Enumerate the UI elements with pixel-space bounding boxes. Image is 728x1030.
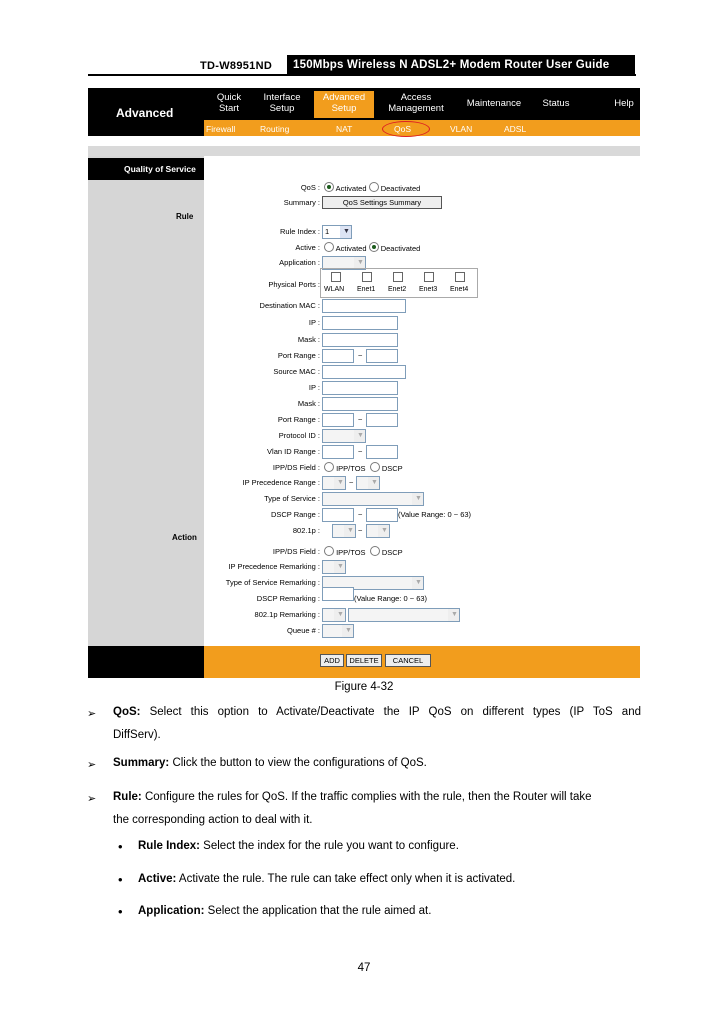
ipds-dscp-radio[interactable] bbox=[370, 462, 380, 472]
chevron-down-icon: ▼ bbox=[334, 477, 345, 489]
chevron-down-icon: ▼ bbox=[378, 525, 389, 537]
ipds-field-label: IPP/DS Field : bbox=[272, 463, 320, 472]
subnav-firewall[interactable]: Firewall bbox=[206, 124, 236, 134]
nav-maintenance[interactable]: Maintenance bbox=[466, 98, 522, 109]
add-button[interactable]: ADD bbox=[320, 654, 344, 667]
protocol-id-label: Protocol ID : bbox=[278, 431, 320, 440]
subnav-vlan[interactable]: VLAN bbox=[450, 124, 473, 134]
page-number: 47 bbox=[357, 962, 371, 974]
chevron-down-icon: ▼ bbox=[354, 430, 365, 442]
destination-port-start-input[interactable] bbox=[322, 349, 354, 363]
active-deactivated-radio[interactable] bbox=[369, 242, 379, 252]
action-iptos-radio[interactable] bbox=[324, 546, 334, 556]
source-mask-input[interactable] bbox=[322, 397, 398, 411]
header-model: TD-W8951ND bbox=[200, 60, 273, 72]
item-rule-cont: the corresponding action to deal with it. bbox=[113, 814, 313, 826]
qos-label: QoS : bbox=[300, 183, 320, 192]
source-mask-label: Mask : bbox=[297, 399, 320, 408]
port-enet1-label: Enet1 bbox=[357, 286, 376, 293]
dscp-remarking-value-range: (Value Range: 0 ~ 63) bbox=[354, 594, 428, 603]
footer-left bbox=[88, 646, 204, 678]
dot1p-remarking-label: 802.1p Remarking : bbox=[254, 610, 320, 619]
dscp-remarking-label: DSCP Remarking : bbox=[256, 594, 320, 603]
ip-precedence-start-select[interactable] bbox=[322, 476, 346, 490]
ip-precedence-tilde: ~ bbox=[349, 478, 354, 487]
router-screenshot bbox=[88, 88, 640, 678]
subnav-routing[interactable]: Routing bbox=[260, 124, 290, 134]
port-enet2-checkbox[interactable] bbox=[393, 272, 403, 282]
chevron-down-icon: ▼ bbox=[344, 525, 355, 537]
nav-advanced-setup[interactable]: Advanced Setup bbox=[314, 91, 374, 118]
port-enet4-label: Enet4 bbox=[450, 286, 469, 293]
rule-index-select[interactable]: 1 ▼ bbox=[322, 225, 352, 239]
rule-section-label: Rule bbox=[176, 212, 194, 221]
arrow-bullet-icon: ➢ bbox=[87, 759, 97, 771]
physical-ports-label: Physical Ports : bbox=[268, 280, 320, 289]
destination-mask-label: Mask : bbox=[297, 335, 320, 344]
action-section-label: Action bbox=[172, 533, 197, 542]
chevron-down-icon: ▼ bbox=[448, 609, 459, 621]
port-enet3-label: Enet3 bbox=[419, 286, 438, 293]
item-rule: Rule: Configure the rules for QoS. If the traffic complies with the rule, then the Router will take bbox=[113, 791, 592, 803]
qos-settings-summary-button[interactable]: QoS Settings Summary bbox=[322, 196, 442, 209]
sub-item-active: Active: Activate the rule. The rule can take effect only when it is activated. bbox=[138, 873, 516, 885]
sub-item-rule-index: Rule Index: Select the index for the rule you want to configure. bbox=[138, 840, 459, 852]
application-label: Application : bbox=[279, 258, 320, 267]
source-mac-label: Source MAC : bbox=[273, 367, 320, 376]
destination-ip-label: IP : bbox=[308, 318, 320, 327]
active-radios: Activated Deactivated bbox=[324, 242, 420, 253]
dot1p-remarking-wide-select[interactable] bbox=[348, 608, 460, 622]
tos-remarking-label: Type of Service Remarking : bbox=[225, 578, 320, 587]
source-port-start-input[interactable] bbox=[322, 413, 354, 427]
bullet-dot-icon: • bbox=[118, 839, 123, 854]
ip-precedence-end-select[interactable] bbox=[356, 476, 380, 490]
destination-ip-input[interactable] bbox=[322, 316, 398, 330]
vlan-tilde: ~ bbox=[358, 447, 363, 456]
dscp-value-range: (Value Range: 0 ~ 63) bbox=[398, 510, 472, 519]
subnav-qos[interactable]: QoS bbox=[394, 124, 412, 134]
chevron-down-icon: ▼ bbox=[368, 477, 379, 489]
source-ip-input[interactable] bbox=[322, 381, 398, 395]
destination-port-tilde: ~ bbox=[358, 351, 363, 360]
dot1p-remarking-select[interactable] bbox=[322, 608, 346, 622]
nav-access-management[interactable]: Access Management bbox=[388, 92, 444, 114]
header-title: 150Mbps Wireless N ADSL2+ Modem Router User Guide bbox=[287, 55, 635, 76]
chevron-down-icon: ▼ bbox=[340, 226, 351, 238]
dot1p-label: 802.1p : bbox=[292, 526, 320, 535]
destination-mac-label: Destination MAC : bbox=[259, 301, 320, 310]
port-wlan-label: WLAN bbox=[324, 286, 345, 293]
source-ip-label: IP : bbox=[308, 383, 320, 392]
dscp-tilde: ~ bbox=[358, 510, 363, 519]
section-title: Advanced bbox=[88, 88, 204, 136]
header-rule bbox=[88, 74, 636, 76]
destination-port-range-label: Port Range : bbox=[277, 351, 320, 360]
qos-highlight-circle bbox=[382, 121, 430, 137]
action-ipds-field-label: IPP/DS Field : bbox=[272, 547, 320, 556]
delete-button[interactable]: DELETE bbox=[346, 654, 382, 667]
source-mac-input[interactable] bbox=[322, 365, 406, 379]
chevron-down-icon: ▼ bbox=[334, 609, 345, 621]
subnav-adsl[interactable]: ADSL bbox=[504, 124, 527, 134]
qos-activated-radio[interactable] bbox=[324, 182, 334, 192]
source-port-range-label: Port Range : bbox=[277, 415, 320, 424]
ip-precedence-range-label: IP Precedence Range : bbox=[242, 478, 320, 487]
item-qos: QoS: Select this option to Activate/Deactivate the IP QoS on different types (IP ToS and bbox=[113, 706, 641, 718]
arrow-bullet-icon: ➢ bbox=[87, 708, 97, 720]
chevron-down-icon: ▼ bbox=[342, 625, 353, 637]
nav-quick-start[interactable]: Quick Start bbox=[216, 92, 242, 114]
bullet-dot-icon: • bbox=[118, 872, 123, 887]
active-label: Active : bbox=[295, 243, 320, 252]
qos-deactivated-radio[interactable] bbox=[369, 182, 379, 192]
dscp-end-input[interactable] bbox=[366, 508, 398, 522]
destination-port-end-input[interactable] bbox=[366, 349, 398, 363]
chevron-down-icon: ▼ bbox=[334, 561, 345, 573]
dscp-start-input[interactable] bbox=[322, 508, 354, 522]
nav-interface-setup[interactable]: Interface Setup bbox=[263, 92, 301, 114]
ip-precedence-remarking-label: IP Precedence Remarking : bbox=[228, 562, 320, 571]
chevron-down-icon: ▼ bbox=[412, 577, 423, 589]
cancel-button[interactable]: CANCEL bbox=[385, 654, 431, 667]
rule-index-label: Rule Index : bbox=[279, 227, 320, 236]
arrow-bullet-icon: ➢ bbox=[87, 793, 97, 805]
ipds-field-radios: IPP/TOS DSCP bbox=[324, 462, 403, 473]
action-ipds-radios: IPP/TOS DSCP bbox=[324, 546, 403, 557]
vlan-start-input[interactable] bbox=[322, 445, 354, 459]
queue-select[interactable] bbox=[322, 624, 354, 638]
destination-mask-input[interactable] bbox=[322, 333, 398, 347]
dscp-remarking-input[interactable] bbox=[322, 587, 354, 601]
port-enet4-checkbox[interactable] bbox=[455, 272, 465, 282]
ip-precedence-remarking-select[interactable] bbox=[322, 560, 346, 574]
subnav-nat[interactable]: NAT bbox=[336, 124, 353, 134]
action-dscp-radio[interactable] bbox=[370, 546, 380, 556]
item-qos-cont: DiffServ). bbox=[113, 729, 161, 741]
vlan-end-input[interactable] bbox=[366, 445, 398, 459]
sub-item-application: Application: Select the application that the rule aimed at. bbox=[138, 905, 432, 917]
page-title: Quality of Service bbox=[88, 158, 204, 180]
source-port-end-input[interactable] bbox=[366, 413, 398, 427]
ipds-iptos-radio[interactable] bbox=[324, 462, 334, 472]
source-port-tilde: ~ bbox=[358, 415, 363, 424]
nav-help[interactable]: Help bbox=[614, 98, 634, 109]
chevron-down-icon: ▼ bbox=[354, 257, 365, 269]
bullet-dot-icon: • bbox=[118, 904, 123, 919]
port-enet3-checkbox[interactable] bbox=[424, 272, 434, 282]
gray-strip bbox=[88, 146, 640, 156]
type-of-service-label: Type of Service : bbox=[264, 494, 320, 503]
dot1p-tilde: ~ bbox=[358, 526, 363, 535]
port-wlan-checkbox[interactable] bbox=[331, 272, 341, 282]
port-enet2-label: Enet2 bbox=[388, 286, 407, 293]
protocol-id-select[interactable] bbox=[322, 429, 366, 443]
dscp-range-label: DSCP Range : bbox=[270, 510, 320, 519]
dot1p-start-select[interactable] bbox=[332, 524, 356, 538]
vlan-id-range-label: Vlan ID Range : bbox=[267, 447, 320, 456]
chevron-down-icon: ▼ bbox=[412, 493, 423, 505]
dot1p-end-select[interactable] bbox=[366, 524, 390, 538]
physical-ports-table bbox=[320, 268, 478, 298]
figure-caption: Figure 4-32 bbox=[334, 681, 394, 693]
queue-label: Queue # : bbox=[287, 626, 320, 635]
port-enet1-checkbox[interactable] bbox=[362, 272, 372, 282]
type-of-service-select[interactable] bbox=[322, 492, 424, 506]
item-summary: Summary: Click the button to view the configurations of QoS. bbox=[113, 757, 427, 769]
destination-mac-input[interactable] bbox=[322, 299, 406, 313]
summary-label: Summary : bbox=[283, 198, 320, 207]
nav-status[interactable]: Status bbox=[542, 98, 570, 109]
qos-radios: Activated Deactivated bbox=[324, 182, 420, 193]
active-activated-radio[interactable] bbox=[324, 242, 334, 252]
